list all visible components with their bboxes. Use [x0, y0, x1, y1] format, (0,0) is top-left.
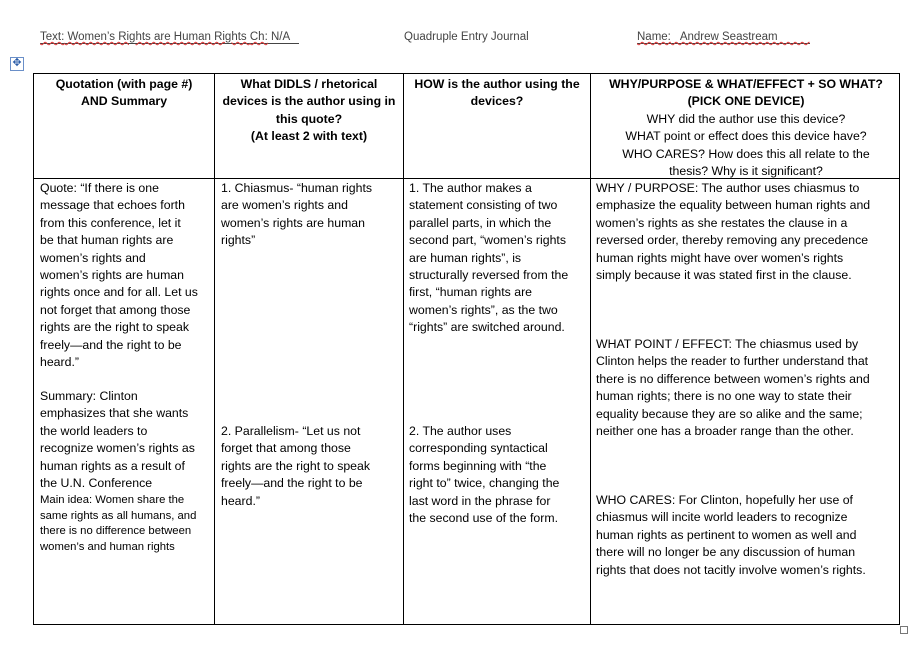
text-line: right to” twice, changing the — [409, 476, 560, 491]
text-line: Quotation (with page #) — [55, 77, 193, 91]
text-line: freely—and the right to be — [40, 337, 182, 352]
main-idea-text — [40, 493, 196, 555]
text-line: rights that does not tacitly involve women’s rights. — [596, 562, 866, 577]
text-line: first, “human rights are — [409, 285, 533, 300]
header-devices — [215, 76, 403, 146]
text-line: human rights as pertinent to women as well and — [596, 527, 857, 542]
text-line: heard.” — [40, 354, 79, 369]
text-line: structurally reversed from the — [409, 267, 569, 282]
text-line: human rights might have over women’s rights — [596, 250, 844, 265]
text-line: neither one has a broader range than the other. — [596, 423, 854, 438]
text-line: WHO CARES? How does this all relate to the — [622, 146, 870, 161]
ch-label: Ch: — [249, 31, 268, 43]
text-line: WHO CARES: For Clinton, hopefully her use of — [596, 493, 853, 507]
journal-title: Quadruple Entry Journal — [404, 31, 529, 43]
text-line: devices is the author using in — [222, 94, 396, 109]
text-line: chiasmus will incite world leaders to recognize — [596, 510, 848, 525]
name-label: Name: — [637, 31, 671, 43]
text-line: are women’s rights and — [221, 198, 348, 213]
text-line: WHY did the author use this device? — [646, 111, 846, 126]
text-line: women’s rights are human — [40, 267, 184, 282]
summary-text — [40, 388, 195, 492]
text-line: Clinton helps the reader to further understand that — [596, 354, 869, 369]
text-line: rights are the right to speak — [221, 458, 371, 473]
table-resize-handle[interactable] — [900, 626, 908, 634]
text-line: What DIDLS / rhetorical — [240, 77, 378, 91]
text-line: women’s rights”, as the two — [409, 302, 558, 317]
text-line: human rights; there is no one way to state their — [596, 389, 852, 404]
text-line: the world leaders to — [40, 423, 148, 438]
text-line: 1. Chiasmus- “human rights — [221, 181, 373, 195]
name-value: Andrew Seastream — [670, 31, 810, 43]
text-line: (PICK ONE DEVICE) — [687, 94, 805, 109]
text-line: “rights” are switched around. — [409, 320, 565, 335]
text-line: women’s rights are human — [221, 215, 365, 230]
text-line: from this conference, let it — [40, 215, 181, 230]
text-line: WHY / PURPOSE: The author uses chiasmus to — [596, 181, 860, 195]
text-line: last word in the phrase for — [409, 493, 551, 508]
quote-text — [40, 180, 198, 371]
text-line: reversed order, thereby removing any precedence — [596, 233, 869, 248]
text-line: message that echoes forth — [40, 198, 185, 213]
ch-value: N/A — [267, 31, 300, 43]
why-purpose — [596, 180, 870, 284]
text-field — [40, 31, 299, 43]
column-divider — [214, 74, 215, 624]
text-line: equality because they are so alike and the same; — [596, 406, 863, 421]
header-quotation — [34, 76, 214, 111]
text-line: simply because it was stated first in the clause. — [596, 267, 852, 282]
table-move-handle-icon[interactable]: ✥ — [10, 57, 24, 71]
text-line: heard.” — [221, 493, 260, 508]
text-line: be that human rights are — [40, 233, 174, 248]
device-2 — [221, 423, 370, 510]
text-line: corresponding syntactical — [409, 441, 548, 456]
text-line: Main idea: Women share the — [40, 494, 185, 506]
text-line: thesis? Why is it significant? — [669, 163, 823, 178]
text-line: there will no longer be any discussion of human — [596, 545, 856, 560]
text-line: there is no difference between women’s rights and — [596, 371, 870, 386]
text-line: Summary: Clinton — [40, 389, 138, 403]
text-line: emphasizes that she wants — [40, 406, 189, 421]
text-line: there is no difference between — [40, 525, 192, 537]
text-line: 2. The author uses — [409, 424, 512, 438]
text-line: the U.N. Conference — [40, 475, 153, 490]
text-line: women’s and human rights — [40, 540, 175, 553]
text-line: 2. Parallelism- “Let us not — [221, 424, 361, 438]
text-line: parallel parts, in which the — [409, 215, 552, 230]
text-line: are human rights”, is — [409, 250, 522, 265]
how-1 — [409, 180, 568, 337]
text-line: recognize women’s rights as — [40, 441, 195, 456]
text-line: HOW is the author using the — [414, 77, 580, 91]
text-line: women’s rights as she restates the clause in a — [596, 215, 848, 230]
how-2 — [409, 423, 559, 527]
text-line: AND Summary — [80, 94, 168, 109]
text-line: WHAT POINT / EFFECT: The chiasmus used by — [596, 337, 859, 351]
what-effect — [596, 336, 870, 440]
text-line: not forget that among those — [40, 302, 191, 317]
text-line: WHY/PURPOSE & WHAT/EFFECT + SO WHAT? — [609, 77, 883, 91]
text-line: forms beginning with “the — [409, 458, 547, 473]
header-how — [404, 76, 590, 111]
text-line: this quote? — [275, 111, 343, 126]
text-line: freely—and the right to be — [221, 476, 363, 491]
text-line: statement consisting of two — [409, 198, 558, 213]
column-divider — [403, 74, 404, 624]
text-line: emphasize the equality between human rights and — [596, 198, 871, 213]
text-line: human rights as a result of — [40, 458, 185, 473]
header-why — [591, 76, 901, 180]
text-line: WHAT point or effect does this device have? — [625, 129, 867, 144]
text-line: 1. The author makes a — [409, 181, 532, 195]
text-line: Quote: “If there is one — [40, 181, 159, 195]
text-line: the second use of the form. — [409, 510, 559, 525]
device-1 — [221, 180, 372, 250]
text-line: devices? — [470, 94, 524, 109]
text-line: (At least 2 with text) — [250, 129, 368, 144]
text-label: Text: — [40, 31, 65, 43]
text-value: Women’s Rights are Human Rights — [64, 31, 250, 43]
who-cares — [596, 492, 866, 579]
name-field — [637, 31, 810, 43]
text-line: women’s rights and — [40, 250, 146, 265]
text-line: same rights as all humans, and — [40, 509, 197, 522]
text-line: rights once and for all. Let us — [40, 285, 198, 300]
text-line: rights are the right to speak — [40, 320, 190, 335]
text-line: forget that among those — [221, 441, 351, 456]
text-line: rights” — [221, 233, 256, 248]
journal-table — [33, 73, 900, 625]
text-line: second part, “women’s rights — [409, 233, 566, 248]
